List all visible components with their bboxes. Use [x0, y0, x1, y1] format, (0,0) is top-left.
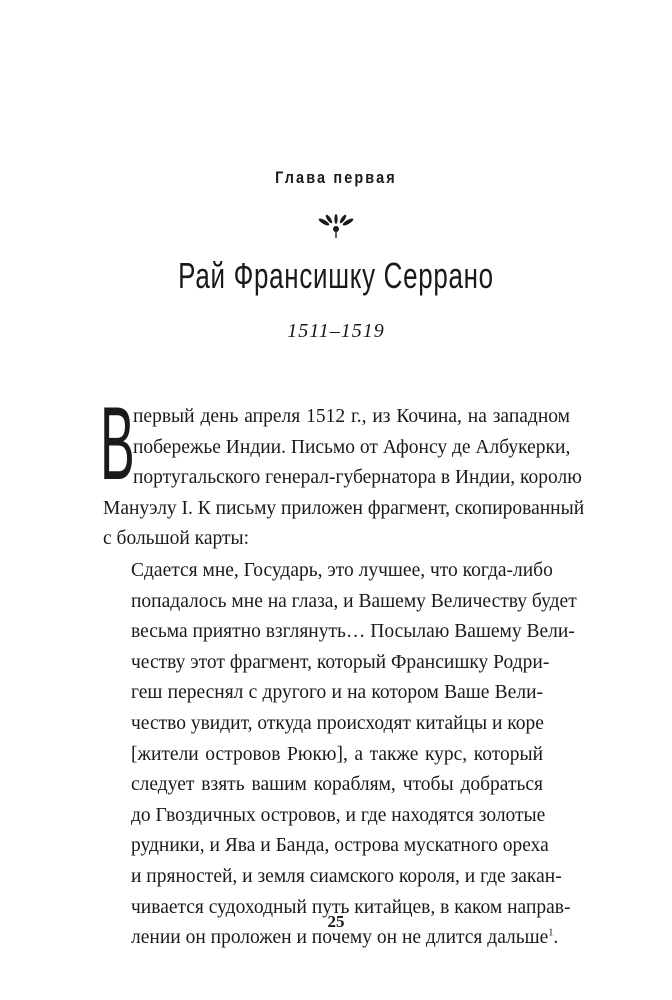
drop-cap: В — [100, 386, 135, 502]
quote-line: чивается судоходный путь китайцев, в каком направ- — [131, 896, 571, 918]
quote-line: весьма приятно взглянуть… Посылаю Вашему Вели- — [131, 621, 575, 643]
quote-line: рудники, и Ява и Банда, острова мускатного ореха — [131, 835, 549, 857]
quote-line: Сдается мне, Государь, это лучшее, что когда-либо — [131, 560, 553, 581]
quote-line: до Гвоздичных островов, и где находятся золотые — [131, 804, 546, 826]
quote-line: чество увидит, откуда происходят китайцы и коре — [131, 713, 544, 734]
chapter-years: 1511–1519 — [287, 320, 385, 342]
quote-line: честву этот фрагмент, который Франсишку Родри- — [131, 651, 550, 673]
paragraph-line: с большой карты: — [103, 528, 250, 550]
quote-line: [жители островов Рюкю], а также курс, который — [131, 743, 543, 765]
paragraph-line: первый день апреля 1512 г., из Кочина, на западном — [133, 406, 570, 427]
quote-line: лении он проложен и почему он не длится дальше$^1$. — [131, 927, 559, 949]
quote-line: геш переснял с другого и на котором Ваше Вели- — [131, 682, 543, 704]
quote-line: и пряностей, и земля сиамского короля, и где закан- — [131, 866, 562, 887]
paragraph-line: побережье Индии. Письмо от Афонсу де Албукерки, — [133, 436, 571, 458]
chapter-label: Глава первая — [275, 168, 397, 187]
paragraph-line: португальского генерал-губернатора в Индии, королю — [133, 467, 582, 489]
quote-line: следует взять вашим кораблям, чтобы добраться — [131, 774, 543, 796]
ornament-icon — [316, 214, 356, 240]
quote-line: попадалось мне на глаза, и Вашему Величеству будет — [131, 590, 577, 612]
footnote-mark[interactable]: 1 — [548, 927, 554, 939]
chapter-title: Рай Франсишку Серрано — [178, 255, 494, 296]
page-number: 25 — [327, 912, 345, 931]
paragraph-line: Мануэлу I. К письму приложен фрагмент, скопированный — [103, 497, 585, 519]
